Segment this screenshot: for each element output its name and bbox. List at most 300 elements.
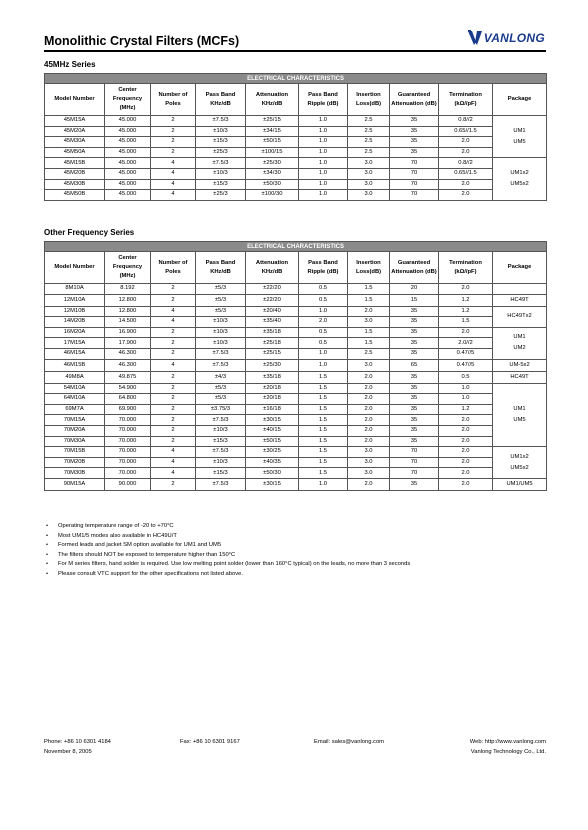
table-cell: ±10/3 bbox=[196, 317, 246, 328]
table-row bbox=[45, 447, 547, 458]
table-cell: 0.5 bbox=[439, 371, 493, 383]
table-cell: 2 bbox=[151, 348, 196, 359]
package-cell: HC49Tx2 bbox=[493, 306, 547, 327]
table-cell: 2.0 bbox=[439, 284, 493, 295]
vanlong-v-logo-icon bbox=[468, 30, 482, 46]
table-cell: 35 bbox=[390, 147, 439, 158]
column-header: Termination (kΩ//pF) bbox=[439, 252, 493, 284]
table-cell: 2 bbox=[151, 147, 196, 158]
package-cell: UM1 UM2 bbox=[493, 327, 547, 359]
table-cell: 2.5 bbox=[348, 137, 390, 148]
table-row bbox=[45, 425, 547, 436]
table-cell: 2.0 bbox=[348, 425, 390, 436]
table-cell: 4 bbox=[151, 158, 196, 169]
table-cell: 70.000 bbox=[105, 457, 151, 468]
table-cell: 2.0 bbox=[348, 394, 390, 405]
table-cell: 46.300 bbox=[105, 359, 151, 371]
table-cell: 90.000 bbox=[105, 478, 151, 490]
table-row bbox=[45, 294, 547, 306]
table-cell: ±7.5/3 bbox=[196, 348, 246, 359]
package-cell: UM1x2 UM5x2 bbox=[493, 447, 547, 479]
table-cell: 4 bbox=[151, 306, 196, 317]
column-header: Attenuation KHz/dB bbox=[246, 84, 299, 116]
table-cell: 2.0 bbox=[348, 415, 390, 426]
table-cell: 69.900 bbox=[105, 404, 151, 415]
table-cell: 35 bbox=[390, 348, 439, 359]
column-header: Guaranteed Attenuation (dB) bbox=[390, 84, 439, 116]
column-header: Pass Band Ripple (dB) bbox=[299, 84, 348, 116]
table-cell: 17M15A bbox=[45, 338, 105, 349]
table-cell: 2 bbox=[151, 284, 196, 295]
table-cell: ±10/3 bbox=[196, 425, 246, 436]
table-cell: ±22/20 bbox=[246, 284, 299, 295]
column-header: Number of Poles bbox=[151, 84, 196, 116]
table-cell: 2 bbox=[151, 383, 196, 394]
table-cell: ±30/15 bbox=[246, 415, 299, 426]
footer-email[interactable]: Email: sales@vanlong.com bbox=[314, 739, 385, 745]
column-header: Number of Poles bbox=[151, 252, 196, 284]
table-cell: 45M50B bbox=[45, 190, 105, 201]
table-cell: 0.8//2 bbox=[439, 158, 493, 169]
table-cell: 16M20A bbox=[45, 327, 105, 338]
package-cell: UM1 UM5 bbox=[493, 116, 547, 158]
table-cell: 1.0 bbox=[299, 158, 348, 169]
table-cell: ±25/15 bbox=[246, 348, 299, 359]
note-item bbox=[46, 560, 546, 570]
table-cell: 2.0 bbox=[439, 457, 493, 468]
table-cell: 1.0 bbox=[299, 190, 348, 201]
table-cell: 45.000 bbox=[105, 147, 151, 158]
table-cell: ±7.5/3 bbox=[196, 478, 246, 490]
table-cell: ±50/15 bbox=[246, 436, 299, 447]
table-cell: 69M7A bbox=[45, 404, 105, 415]
column-header: Center Frequency (MHz) bbox=[105, 252, 151, 284]
table-cell: 49M8A bbox=[45, 371, 105, 383]
table-cell: 35 bbox=[390, 394, 439, 405]
table-cell: ±35/18 bbox=[246, 371, 299, 383]
table-row bbox=[45, 383, 547, 394]
table-cell: 4 bbox=[151, 359, 196, 371]
table-cell: 0.5 bbox=[299, 327, 348, 338]
table-cell: 2.0//2 bbox=[439, 338, 493, 349]
table-cell: 1.0 bbox=[299, 179, 348, 190]
table-cell: ±20/40 bbox=[246, 306, 299, 317]
table-cell: ±15/3 bbox=[196, 468, 246, 479]
table-cell: 2.0 bbox=[439, 478, 493, 490]
table-cell: 4 bbox=[151, 317, 196, 328]
table-cell: 3.0 bbox=[348, 457, 390, 468]
table-cell: ±10/3 bbox=[196, 327, 246, 338]
table-row bbox=[45, 327, 547, 338]
table-cell: 1.5 bbox=[299, 447, 348, 458]
column-header: Pass Band KHz/dB bbox=[196, 84, 246, 116]
column-header: Termination (kΩ//pF) bbox=[439, 84, 493, 116]
table-cell: ±25/18 bbox=[246, 338, 299, 349]
table-cell: 0.65//1.5 bbox=[439, 168, 493, 179]
table-cell: 2.0 bbox=[439, 436, 493, 447]
column-header-row bbox=[45, 84, 547, 116]
table-cell: 64.800 bbox=[105, 394, 151, 405]
table-cell: 1.0 bbox=[439, 394, 493, 405]
table-cell: 35 bbox=[390, 327, 439, 338]
table-cell: 12M10B bbox=[45, 306, 105, 317]
table-band-header: ELECTRICAL CHARACTERISTICS bbox=[45, 242, 547, 252]
table-cell: 46.300 bbox=[105, 348, 151, 359]
table-cell: 2.0 bbox=[439, 137, 493, 148]
table-cell: 3.0 bbox=[348, 158, 390, 169]
table-cell: 45M30A bbox=[45, 137, 105, 148]
table-cell: 3.0 bbox=[348, 359, 390, 371]
table-row bbox=[45, 359, 547, 371]
table-cell: 70 bbox=[390, 468, 439, 479]
package-cell: UM1/UM5 bbox=[493, 478, 547, 490]
table-cell: 1.5 bbox=[348, 284, 390, 295]
table-cell: 70 bbox=[390, 158, 439, 169]
table-cell: 45M20A bbox=[45, 126, 105, 137]
table-cell: ±7.5/3 bbox=[196, 447, 246, 458]
table-cell: ±7.5/3 bbox=[196, 158, 246, 169]
table-cell: 0.5 bbox=[299, 284, 348, 295]
table-cell: 2 bbox=[151, 126, 196, 137]
table-cell: 45.000 bbox=[105, 190, 151, 201]
table-cell: 1.5 bbox=[348, 294, 390, 306]
package-cell: UM-5x2 bbox=[493, 359, 547, 371]
table-cell: ±40/35 bbox=[246, 457, 299, 468]
table-cell: 45M30B bbox=[45, 179, 105, 190]
table-cell: 35 bbox=[390, 436, 439, 447]
table-row bbox=[45, 158, 547, 169]
table-cell: ±25/3 bbox=[196, 190, 246, 201]
table-cell: ±7.5/3 bbox=[196, 359, 246, 371]
table-cell: ±50/30 bbox=[246, 468, 299, 479]
table-cell: 46M15B bbox=[45, 359, 105, 371]
column-header: Guaranteed Attenuation (dB) bbox=[390, 252, 439, 284]
table-cell: 0.8//2 bbox=[439, 116, 493, 127]
table-cell: 1.0 bbox=[299, 478, 348, 490]
bullet-icon: • bbox=[46, 523, 49, 529]
table-cell: 70 bbox=[390, 179, 439, 190]
table-row bbox=[45, 371, 547, 383]
table-row bbox=[45, 394, 547, 405]
table-cell: 1.2 bbox=[439, 294, 493, 306]
table-cell: 4 bbox=[151, 179, 196, 190]
table-cell: ±16/18 bbox=[246, 404, 299, 415]
table-row bbox=[45, 179, 547, 190]
table-cell: 1.5 bbox=[299, 457, 348, 468]
table-cell: ±5/3 bbox=[196, 284, 246, 295]
section-title-other: Other Frequency Series bbox=[44, 228, 135, 237]
footer-date: November 8, 2005 bbox=[44, 749, 92, 755]
footer-company: Vanlong Technology Co., Ltd. bbox=[470, 749, 546, 755]
table-cell: 4 bbox=[151, 190, 196, 201]
table-cell: 1.5 bbox=[299, 394, 348, 405]
table-cell: 45.000 bbox=[105, 126, 151, 137]
table-cell: 70.000 bbox=[105, 468, 151, 479]
table-cell: ±4/3 bbox=[196, 371, 246, 383]
table-row bbox=[45, 338, 547, 349]
spec-table-other bbox=[44, 241, 547, 491]
table-cell: ±25/3 bbox=[196, 147, 246, 158]
table-cell: 1.2 bbox=[439, 306, 493, 317]
table-cell: ±5/3 bbox=[196, 394, 246, 405]
table-cell: ±10/3 bbox=[196, 457, 246, 468]
table-cell: 49.875 bbox=[105, 371, 151, 383]
table-cell: 14.500 bbox=[105, 317, 151, 328]
table-cell: 2 bbox=[151, 436, 196, 447]
table-row bbox=[45, 348, 547, 359]
table-cell: 70M20A bbox=[45, 425, 105, 436]
column-header: Attenuation KHz/dB bbox=[246, 252, 299, 284]
table-cell: 35 bbox=[390, 371, 439, 383]
table-cell: 3.0 bbox=[348, 168, 390, 179]
table-cell: 70.000 bbox=[105, 425, 151, 436]
table-cell: 1.0 bbox=[299, 137, 348, 148]
column-header: Package bbox=[493, 84, 547, 116]
table-cell: 2.5 bbox=[348, 348, 390, 359]
table-cell: 70 bbox=[390, 457, 439, 468]
table-cell: 3.0 bbox=[348, 447, 390, 458]
table-cell: 35 bbox=[390, 137, 439, 148]
table-cell: ±30/25 bbox=[246, 447, 299, 458]
table-cell: 45M15B bbox=[45, 158, 105, 169]
table-cell: 1.2 bbox=[439, 404, 493, 415]
table-cell: 2.0 bbox=[348, 478, 390, 490]
table-cell: 4 bbox=[151, 468, 196, 479]
table-cell: 2.0 bbox=[439, 190, 493, 201]
package-cell: HC49T bbox=[493, 294, 547, 306]
table-row bbox=[45, 478, 547, 490]
table-cell: 2.0 bbox=[439, 147, 493, 158]
table-cell: 14M20B bbox=[45, 317, 105, 328]
column-header: Insertion Loss(dB) bbox=[348, 84, 390, 116]
table-cell: ±20/18 bbox=[246, 383, 299, 394]
bullet-icon: • bbox=[46, 561, 49, 568]
table-cell: ±22/20 bbox=[246, 294, 299, 306]
table-cell: 1.0 bbox=[439, 383, 493, 394]
table-cell: 20 bbox=[390, 284, 439, 295]
table-cell: 35 bbox=[390, 415, 439, 426]
table-row bbox=[45, 284, 547, 295]
column-header-row bbox=[45, 252, 547, 284]
table-cell: 45M15A bbox=[45, 116, 105, 127]
table-row bbox=[45, 404, 547, 415]
table-row bbox=[45, 306, 547, 317]
note-item bbox=[46, 551, 546, 561]
table-cell: 2.0 bbox=[439, 425, 493, 436]
table-cell: ±100/30 bbox=[246, 190, 299, 201]
table-cell: 1.5 bbox=[299, 415, 348, 426]
table-cell: ±5/3 bbox=[196, 294, 246, 306]
table-cell: 70 bbox=[390, 190, 439, 201]
table-cell: ±50/30 bbox=[246, 179, 299, 190]
table-cell: 45.000 bbox=[105, 116, 151, 127]
table-cell: 35 bbox=[390, 126, 439, 137]
note-item bbox=[46, 570, 546, 580]
table-cell: 1.0 bbox=[299, 306, 348, 317]
table-cell: ±7.5/3 bbox=[196, 415, 246, 426]
table-cell: 17.900 bbox=[105, 338, 151, 349]
spec-table-45mhz bbox=[44, 73, 547, 201]
table-cell: 0.65//1.5 bbox=[439, 126, 493, 137]
table-row bbox=[45, 468, 547, 479]
table-cell: 2 bbox=[151, 425, 196, 436]
notes-list bbox=[46, 522, 546, 580]
table-cell: 45M50A bbox=[45, 147, 105, 158]
table-cell: 45.000 bbox=[105, 179, 151, 190]
table-cell: ±7.5/3 bbox=[196, 116, 246, 127]
table-cell: 16.900 bbox=[105, 327, 151, 338]
table-cell: 70M30B bbox=[45, 468, 105, 479]
table-cell: ±15/3 bbox=[196, 179, 246, 190]
table-cell: 2 bbox=[151, 415, 196, 426]
table-cell: ±10/3 bbox=[196, 338, 246, 349]
table-cell: 0.5 bbox=[299, 294, 348, 306]
package-cell: HC49T bbox=[493, 371, 547, 383]
table-cell: 35 bbox=[390, 404, 439, 415]
table-cell: 2.0 bbox=[348, 371, 390, 383]
table-cell: 8.192 bbox=[105, 284, 151, 295]
table-body bbox=[45, 284, 547, 491]
table-cell: 2.0 bbox=[348, 306, 390, 317]
table-cell: 1.5 bbox=[439, 317, 493, 328]
table-cell: ±30/15 bbox=[246, 478, 299, 490]
table-cell: 2 bbox=[151, 338, 196, 349]
table-cell: 54.900 bbox=[105, 383, 151, 394]
table-cell: ±3.75/3 bbox=[196, 404, 246, 415]
note-item bbox=[46, 532, 546, 542]
table-cell: 12M10A bbox=[45, 294, 105, 306]
table-band-header: ELECTRICAL CHARACTERISTICS bbox=[45, 74, 547, 84]
note-text: Most UM1/5 modes also available in HC49U/T bbox=[58, 532, 177, 539]
table-cell: 70 bbox=[390, 168, 439, 179]
logo-text: VANLONG bbox=[483, 31, 545, 45]
table-row bbox=[45, 436, 547, 447]
table-row bbox=[45, 116, 547, 127]
table-cell: ±100/15 bbox=[246, 147, 299, 158]
table-cell: 1.0 bbox=[299, 147, 348, 158]
table-cell: ±35/18 bbox=[246, 327, 299, 338]
table-cell: 4 bbox=[151, 168, 196, 179]
table-cell: 2.0 bbox=[439, 327, 493, 338]
table-cell: 1.5 bbox=[299, 371, 348, 383]
table-cell: 3.0 bbox=[348, 179, 390, 190]
table-cell: 2.0 bbox=[299, 317, 348, 328]
table-cell: ±10/3 bbox=[196, 168, 246, 179]
table-cell: 4 bbox=[151, 447, 196, 458]
table-cell: 2.0 bbox=[348, 404, 390, 415]
table-cell: 3.0 bbox=[348, 190, 390, 201]
table-cell: 70.000 bbox=[105, 436, 151, 447]
note-text: Formed leads and jacket SM option available for UM1 and UM5 bbox=[58, 542, 222, 549]
table-cell: 1.0 bbox=[299, 116, 348, 127]
table-body bbox=[45, 116, 547, 201]
table-cell: 12.800 bbox=[105, 294, 151, 306]
note-item bbox=[46, 541, 546, 551]
table-cell: 45.000 bbox=[105, 137, 151, 148]
bullet-icon: • bbox=[46, 532, 49, 539]
table-cell: ±25/15 bbox=[246, 116, 299, 127]
table-cell: 2.0 bbox=[439, 179, 493, 190]
table-cell: 1.5 bbox=[299, 436, 348, 447]
table-cell: 70.000 bbox=[105, 415, 151, 426]
table-cell: 3.0 bbox=[348, 468, 390, 479]
column-header: Pass Band Ripple (dB) bbox=[299, 252, 348, 284]
page-title: Monolithic Crystal Filters (MCFs) bbox=[44, 34, 240, 48]
bullet-icon: • bbox=[46, 551, 49, 558]
bullet-icon: • bbox=[46, 542, 49, 549]
package-cell: UM1 UM5 bbox=[493, 383, 547, 447]
table-cell: 54M10A bbox=[45, 383, 105, 394]
table-cell: 70.000 bbox=[105, 447, 151, 458]
table-cell: 46M15A bbox=[45, 348, 105, 359]
table-cell: 3.0 bbox=[348, 317, 390, 328]
table-cell: 2.5 bbox=[348, 147, 390, 158]
vanlong-logo bbox=[468, 30, 545, 46]
table-cell: 2 bbox=[151, 371, 196, 383]
header-rule bbox=[44, 50, 546, 52]
table-cell: 2.0 bbox=[348, 383, 390, 394]
table-cell: 1.5 bbox=[348, 327, 390, 338]
table-cell: 8M10A bbox=[45, 284, 105, 295]
table-cell: ±20/18 bbox=[246, 394, 299, 405]
table-cell: 45.000 bbox=[105, 168, 151, 179]
table-cell: 4 bbox=[151, 457, 196, 468]
table-cell: ±15/3 bbox=[196, 137, 246, 148]
table-cell: 70M30A bbox=[45, 436, 105, 447]
table-cell: 70M20B bbox=[45, 457, 105, 468]
bullet-icon: • bbox=[46, 570, 49, 577]
table-cell: ±5/3 bbox=[196, 383, 246, 394]
table-cell: 2 bbox=[151, 116, 196, 127]
footer-web[interactable]: Web: http://www.vanlong.com bbox=[469, 739, 546, 745]
table-row bbox=[45, 317, 547, 328]
table-cell: 2.5 bbox=[348, 126, 390, 137]
table-cell: 65 bbox=[390, 359, 439, 371]
column-header: Model Number bbox=[45, 84, 105, 116]
table-cell: 0.47//5 bbox=[439, 359, 493, 371]
table-cell: 2 bbox=[151, 478, 196, 490]
table-cell: 1.0 bbox=[299, 168, 348, 179]
table-cell: 70M15A bbox=[45, 415, 105, 426]
note-text: For M series filters, hand solder is required. Use low melting point solder (lower than 160°C typical) on the leads, no more than 3 seconds bbox=[58, 561, 411, 568]
table-cell: ±34/30 bbox=[246, 168, 299, 179]
table-cell: 15 bbox=[390, 294, 439, 306]
table-row bbox=[45, 126, 547, 137]
footer-fax: Fax: +86 10 6301 9167 bbox=[180, 739, 240, 745]
table-cell: 64M10A bbox=[45, 394, 105, 405]
table-cell: ±5/3 bbox=[196, 306, 246, 317]
table-row bbox=[45, 147, 547, 158]
table-cell: 2 bbox=[151, 394, 196, 405]
table-cell: ±34/15 bbox=[246, 126, 299, 137]
table-cell: 1.0 bbox=[299, 359, 348, 371]
table-cell: 35 bbox=[390, 383, 439, 394]
table-cell: ±35/40 bbox=[246, 317, 299, 328]
table-cell: 2.0 bbox=[439, 447, 493, 458]
table-cell: 2.0 bbox=[439, 415, 493, 426]
table-cell: 12.800 bbox=[105, 306, 151, 317]
table-cell: ±50/15 bbox=[246, 137, 299, 148]
table-cell: 35 bbox=[390, 116, 439, 127]
table-cell: 1.5 bbox=[299, 425, 348, 436]
section-title-45mhz: 45MHz Series bbox=[44, 60, 96, 69]
table-cell: 2 bbox=[151, 404, 196, 415]
table-cell: 45M20B bbox=[45, 168, 105, 179]
table-cell: 2 bbox=[151, 294, 196, 306]
table-cell: 0.5 bbox=[299, 338, 348, 349]
footer-phone: Phone: +86 10 6301 4184 bbox=[44, 739, 111, 745]
table-cell: 2 bbox=[151, 137, 196, 148]
